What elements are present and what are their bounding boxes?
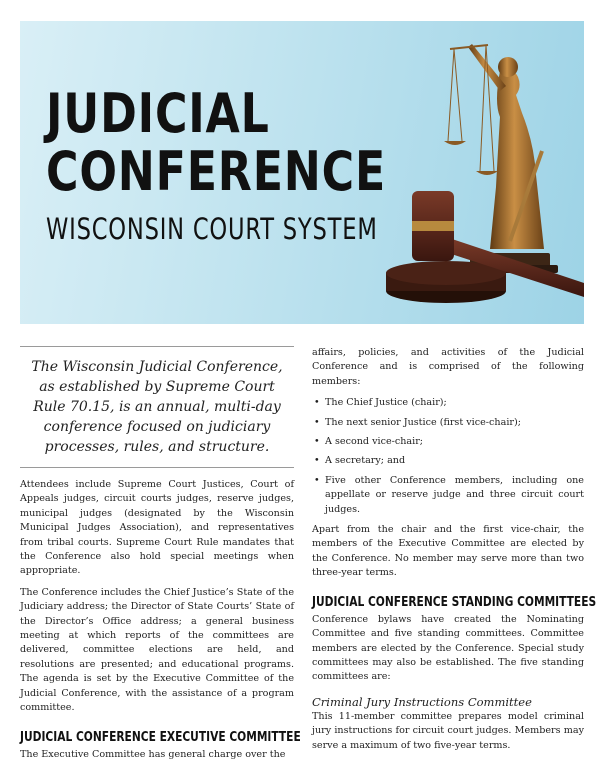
paragraph-executive-intro: The Executive Committee has general charge over the [20, 748, 286, 760]
paragraph-criminal-jury: This 11-member committee prepares model criminal jury instructions for circuit court judges. Members may serve a maximum of two five-year terms. [312, 710, 584, 751]
pull-quote: The Wisconsin Judicial Conference, as established by Supreme Court Rule 70.15, is an annual, multi-day conference focused on judiciary processes, rules, and structure. [20, 346, 294, 468]
lady-justice-gavel-icon [350, 21, 584, 324]
paragraph-election-note: Apart from the chair and the first vice-chair, the members of the Executive Committee are elected by the Conference. No member may serve more than two three-year terms. [312, 524, 584, 579]
list-item: • Five other Conference members, including one appellate or reserve judge and three circuit court judges. [325, 474, 584, 517]
page-title [46, 82, 387, 203]
left-column [20, 346, 301, 769]
paragraph-executive-intro-continued: affairs, policies, and activities of the Judicial Conference and is comprised of the following members: [312, 347, 584, 387]
paragraph-attendees: Attendees include Supreme Court Justices, Court of Appeals judges, circuit courts judges, reserve judges, municipal judges (designated by the Wisconsin Municipal Judges Association), and representatives from tribal courts. Supreme Court Rule mandates that the Conference also hold special meetings when appropriate. [20, 479, 294, 577]
hero-banner [20, 21, 584, 324]
member-list [312, 396, 584, 517]
heading-standing-committees: JUDICIAL CONFERENCE STANDING COMMITTEES [312, 594, 597, 610]
list-item: • The next senior Justice (first vice-chair); [325, 416, 584, 430]
list-item: • A secretary; and [325, 454, 584, 468]
list-item: • A second vice-chair; [325, 435, 584, 449]
list-item: • The Chief Justice (chair); [325, 396, 584, 410]
paragraph-conference-agenda: The Conference includes the Chief Justice’s State of the Judiciary address; the Director of State Courts’ State of the Director’s Office address; a general business meeting at which reports of the committees are delivered, committee elections are held, and resolutions are presented; and educational programs. The agenda is set by the Executive Committee of the Judicial Conference, with the assistance of a program committee. [20, 586, 294, 714]
subheading-criminal-jury: Criminal Jury Instructions Committee [312, 694, 532, 709]
page-subtitle: WISCONSIN COURT SYSTEM [46, 212, 378, 246]
title-line-2: CONFERENCE [46, 140, 387, 203]
title-line-1: JUDICIAL [46, 82, 270, 145]
right-column [312, 346, 597, 760]
heading-executive-committee: JUDICIAL CONFERENCE EXECUTIVE COMMITTEE [20, 729, 301, 745]
paragraph-standing-intro: Conference bylaws have created the Nominating Committee and five standing committees. Committee members are elected by the Conference. Special study committees may also be established. The five standing committees are: [312, 613, 584, 683]
